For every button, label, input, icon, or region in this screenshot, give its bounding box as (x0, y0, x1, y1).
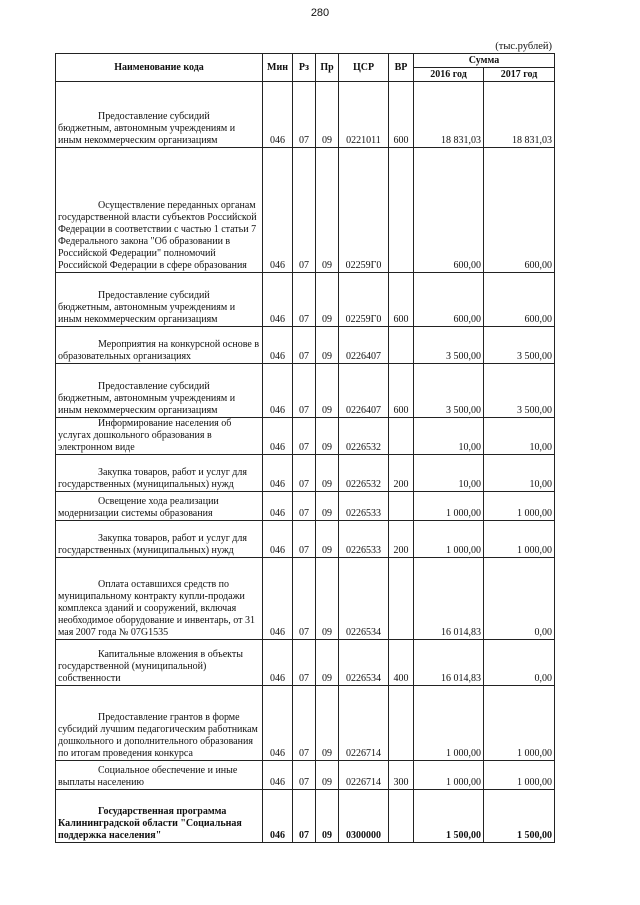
row-amount-2017: 10,00 (484, 418, 555, 455)
table-row (56, 148, 555, 273)
table-row (56, 558, 555, 640)
row-csr: 0226407 (339, 327, 389, 364)
row-rz: 07 (293, 686, 316, 761)
row-name: Оплата оставшихся средств по муниципальному контракту купли-продажи комплекса зданий и сооружений, включая необходимое оборудование и инвентарь, от 31 мая 2007 года № 07G1535 (56, 558, 263, 640)
row-amount-2017: 1 000,00 (484, 492, 555, 521)
row-pr: 09 (316, 790, 339, 843)
row-amount-2017: 600,00 (484, 273, 555, 327)
row-amount-2016: 10,00 (414, 455, 484, 492)
row-amount-2016: 16 014,83 (414, 640, 484, 686)
row-name: Закупка товаров, работ и услуг для государственных (муниципальных) нужд (56, 521, 263, 558)
row-rz: 07 (293, 82, 316, 148)
row-min: 046 (263, 790, 293, 843)
row-csr: 0226533 (339, 521, 389, 558)
row-rz: 07 (293, 558, 316, 640)
units-label: (тыс.рублей) (495, 41, 552, 52)
row-csr: 0226714 (339, 686, 389, 761)
row-pr: 09 (316, 273, 339, 327)
row-name: Осуществление переданных органам государственной власти субъектов Российской Федерации в соответствии с частью 1 статьи 7 Федерального закона "Об образовании в Российской Федерации" полномочий Российской Федерации в сфере образования (56, 148, 263, 273)
row-name: Предоставление субсидий бюджетным, автономным учреждениям и иным некоммерческим организациям (56, 364, 263, 418)
row-min: 046 (263, 148, 293, 273)
header-row (56, 54, 555, 68)
row-amount-2016: 1 000,00 (414, 521, 484, 558)
table-row (56, 364, 555, 418)
header-sum: Сумма (414, 54, 555, 68)
row-amount-2016: 1 500,00 (414, 790, 484, 843)
table-row (56, 82, 555, 148)
header-pr: Пр (316, 54, 339, 82)
row-amount-2017: 1 500,00 (484, 790, 555, 843)
table-row (56, 790, 555, 843)
row-amount-2016: 3 500,00 (414, 327, 484, 364)
row-min: 046 (263, 82, 293, 148)
row-pr: 09 (316, 686, 339, 761)
row-vr (389, 558, 414, 640)
row-csr: 0226714 (339, 761, 389, 790)
row-name: Предоставление субсидий бюджетным, автономным учреждениям и иным некоммерческим организациям (56, 82, 263, 148)
row-amount-2016: 1 000,00 (414, 761, 484, 790)
header-csr: ЦСР (339, 54, 389, 82)
row-csr: 0300000 (339, 790, 389, 843)
table-row (56, 686, 555, 761)
row-rz: 07 (293, 761, 316, 790)
row-vr (389, 492, 414, 521)
row-amount-2016: 600,00 (414, 148, 484, 273)
row-vr (389, 418, 414, 455)
row-name: Государственная программа Калининградской области "Социальная поддержка населения" (56, 790, 263, 843)
row-rz: 07 (293, 492, 316, 521)
row-vr: 200 (389, 521, 414, 558)
row-min: 046 (263, 640, 293, 686)
table-row (56, 273, 555, 327)
budget-table (55, 53, 555, 843)
row-name: Предоставление субсидий бюджетным, автономным учреждениям и иным некоммерческим организациям (56, 273, 263, 327)
row-amount-2016: 1 000,00 (414, 686, 484, 761)
row-min: 046 (263, 455, 293, 492)
row-pr: 09 (316, 418, 339, 455)
row-pr: 09 (316, 558, 339, 640)
row-amount-2017: 0,00 (484, 558, 555, 640)
row-rz: 07 (293, 640, 316, 686)
row-amount-2017: 1 000,00 (484, 761, 555, 790)
row-csr: 0226533 (339, 492, 389, 521)
row-amount-2016: 18 831,03 (414, 82, 484, 148)
row-csr: 0226534 (339, 640, 389, 686)
row-rz: 07 (293, 364, 316, 418)
row-min: 046 (263, 521, 293, 558)
row-min: 046 (263, 761, 293, 790)
row-name: Социальное обеспечение и иные выплаты населению (56, 761, 263, 790)
row-name: Освещение хода реализации модернизации системы образования (56, 492, 263, 521)
row-rz: 07 (293, 790, 316, 843)
row-amount-2016: 3 500,00 (414, 364, 484, 418)
row-vr: 300 (389, 761, 414, 790)
row-pr: 09 (316, 640, 339, 686)
row-rz: 07 (293, 455, 316, 492)
row-amount-2017: 600,00 (484, 148, 555, 273)
row-amount-2016: 1 000,00 (414, 492, 484, 521)
row-amount-2016: 10,00 (414, 418, 484, 455)
row-amount-2017: 10,00 (484, 455, 555, 492)
row-amount-2016: 16 014,83 (414, 558, 484, 640)
row-vr (389, 790, 414, 843)
header-rz: Рз (293, 54, 316, 82)
row-amount-2017: 0,00 (484, 640, 555, 686)
row-name: Мероприятия на конкурсной основе в образовательных организациях (56, 327, 263, 364)
row-rz: 07 (293, 418, 316, 455)
table-row (56, 492, 555, 521)
row-csr: 0226532 (339, 418, 389, 455)
row-vr (389, 148, 414, 273)
row-amount-2017: 1 000,00 (484, 521, 555, 558)
row-vr: 600 (389, 273, 414, 327)
row-min: 046 (263, 418, 293, 455)
row-pr: 09 (316, 148, 339, 273)
header-name: Наименование кода (56, 54, 263, 82)
row-csr: 0221011 (339, 82, 389, 148)
row-vr: 200 (389, 455, 414, 492)
row-pr: 09 (316, 521, 339, 558)
row-amount-2017: 3 500,00 (484, 327, 555, 364)
row-vr: 600 (389, 364, 414, 418)
row-rz: 07 (293, 327, 316, 364)
row-csr: 0226532 (339, 455, 389, 492)
row-min: 046 (263, 492, 293, 521)
row-pr: 09 (316, 364, 339, 418)
row-min: 046 (263, 273, 293, 327)
row-amount-2016: 600,00 (414, 273, 484, 327)
table-row (56, 521, 555, 558)
row-csr: 02259Г0 (339, 273, 389, 327)
table-row (56, 418, 555, 455)
row-pr: 09 (316, 761, 339, 790)
row-min: 046 (263, 327, 293, 364)
row-rz: 07 (293, 521, 316, 558)
page-number: 280 (310, 7, 330, 19)
row-amount-2017: 18 831,03 (484, 82, 555, 148)
row-pr: 09 (316, 492, 339, 521)
row-min: 046 (263, 364, 293, 418)
row-amount-2017: 3 500,00 (484, 364, 555, 418)
row-rz: 07 (293, 148, 316, 273)
header-2016: 2016 год (414, 68, 484, 82)
row-min: 046 (263, 558, 293, 640)
table-row (56, 327, 555, 364)
header-2017: 2017 год (484, 68, 555, 82)
row-name: Закупка товаров, работ и услуг для государственных (муниципальных) нужд (56, 455, 263, 492)
row-csr: 0226407 (339, 364, 389, 418)
row-vr: 600 (389, 82, 414, 148)
row-rz: 07 (293, 273, 316, 327)
row-name: Информирование населения об услугах дошкольного образования в электронном виде (56, 418, 263, 455)
table-row (56, 640, 555, 686)
row-vr (389, 686, 414, 761)
table-row (56, 761, 555, 790)
row-csr: 0226534 (339, 558, 389, 640)
row-amount-2017: 1 000,00 (484, 686, 555, 761)
row-pr: 09 (316, 455, 339, 492)
table-row (56, 455, 555, 492)
row-pr: 09 (316, 327, 339, 364)
row-csr: 02259Г0 (339, 148, 389, 273)
row-vr (389, 327, 414, 364)
row-pr: 09 (316, 82, 339, 148)
row-name: Предоставление грантов в форме субсидий лучшим педагогическим работникам дошкольного и дополнительного образования по итогам проведения конкурса (56, 686, 263, 761)
header-min: Мин (263, 54, 293, 82)
row-min: 046 (263, 686, 293, 761)
header-vr: ВР (389, 54, 414, 82)
row-name: Капитальные вложения в объекты государственной (муниципальной) собственности (56, 640, 263, 686)
row-vr: 400 (389, 640, 414, 686)
